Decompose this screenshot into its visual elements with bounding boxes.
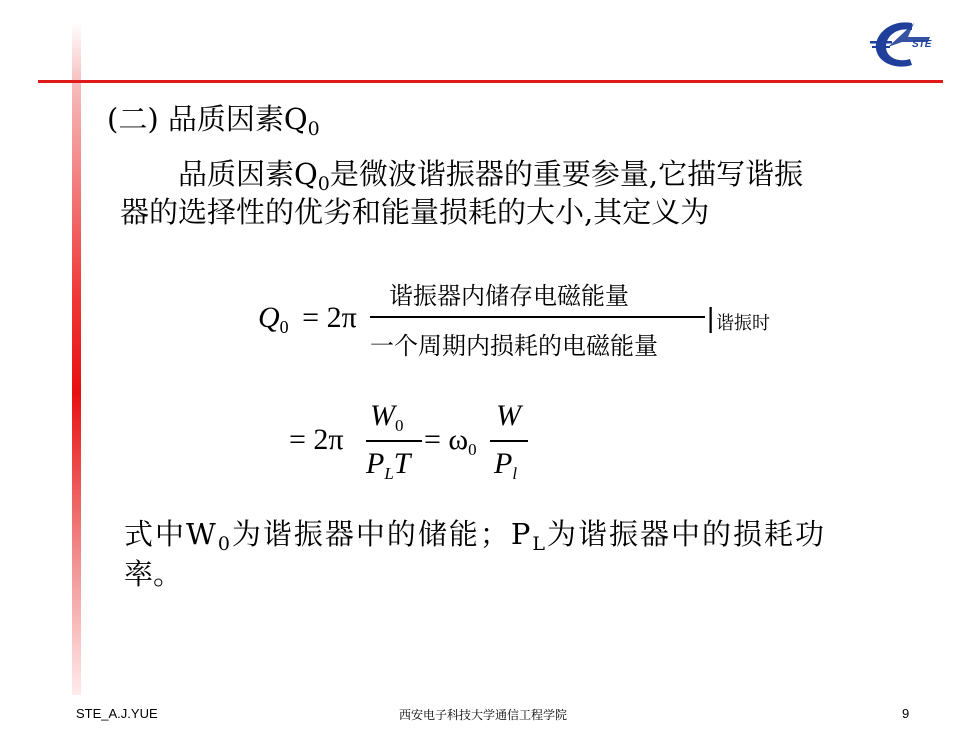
formula2-denominator-2	[494, 446, 517, 486]
formula1-lhs	[258, 300, 357, 339]
heading-text: (二) 品质因素Q	[107, 102, 308, 136]
formula2-eq-omega	[424, 422, 477, 462]
desc-part-a: 式中W	[124, 517, 218, 551]
formula2-w-symbol: W	[370, 399, 395, 432]
heading-subscript: 0	[307, 118, 320, 140]
header-divider	[38, 80, 943, 83]
description-line-1	[124, 516, 826, 556]
formula2-fraction-bar-1	[366, 440, 422, 442]
logo-text: STE	[912, 39, 932, 50]
paragraph-line-1	[178, 156, 803, 196]
section-heading	[107, 101, 320, 141]
formula1-q-subscript: 0	[279, 317, 289, 337]
para-line1-part-a: 品质因素Q	[178, 157, 318, 191]
formula2-numerator-2: W	[496, 399, 521, 432]
paragraph-line-2: 器的选择性的优劣和能量损耗的大小,其定义为	[120, 195, 710, 229]
desc-subscript-b: L	[532, 533, 548, 555]
formula1-fraction-bar	[370, 316, 705, 318]
desc-part-b: 为谐振器中的储能；P	[231, 517, 533, 551]
formula2-t-symbol: T	[393, 447, 411, 480]
formula1-eq-2pi: = 2π	[302, 301, 357, 334]
footer-page-number: 9	[902, 706, 910, 721]
formula2-numerator	[370, 398, 404, 438]
formula2-denominator	[366, 446, 410, 486]
footer-author: STE_A.J.YUE	[76, 706, 158, 721]
footer-school: 西安电子科技大学通信工程学院	[399, 708, 568, 722]
formula2-omega: = ω	[424, 423, 469, 456]
formula2-p-subscript: L	[384, 464, 394, 483]
formula1-eval-bar: |	[707, 302, 715, 333]
formula2-p2-symbol: P	[494, 447, 513, 480]
para-line1-subscript: 0	[317, 173, 330, 195]
formula1-q-symbol: Q	[258, 301, 280, 334]
formula2-w-subscript: 0	[395, 416, 404, 435]
formula2-fraction-bar-2	[490, 440, 528, 442]
left-accent-bar	[72, 22, 81, 695]
desc-part-c: 为谐振器中的损耗功	[547, 517, 827, 551]
formula1-condition: 谐振时	[716, 313, 770, 334]
para-line1-part-b: 是微波谐振器的重要参量,它描写谐振	[329, 157, 804, 191]
description-line-2: 率。	[124, 557, 183, 591]
formula2-p2-subscript: l	[512, 464, 518, 483]
desc-subscript-a: 0	[217, 533, 232, 555]
formula2-omega-subscript: 0	[468, 440, 477, 459]
formula2-p-symbol: P	[366, 447, 385, 480]
ste-logo	[868, 17, 938, 71]
formula2-eq-2pi: = 2π	[289, 423, 344, 456]
formula1-numerator: 谐振器内储存电磁能量	[389, 282, 629, 310]
formula1-denominator: 一个周期内损耗的电磁能量	[370, 332, 658, 360]
